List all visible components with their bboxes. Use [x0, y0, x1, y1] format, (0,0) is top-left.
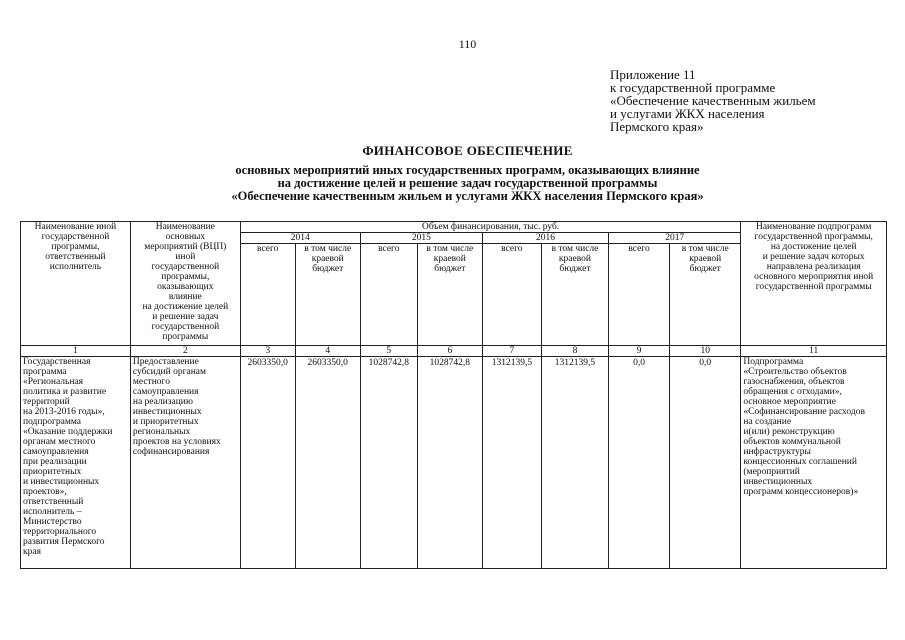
- subtitle-line: на достижение целей и решение задач государственной программы: [277, 176, 658, 190]
- value-cell-2017-total: 0,0: [609, 357, 670, 569]
- appendix-note: [610, 68, 816, 133]
- text-line: в том числе: [551, 244, 599, 254]
- column-number: 9: [609, 346, 670, 357]
- text-line: государственной: [151, 322, 220, 332]
- text-line: на реализацию: [132, 397, 193, 407]
- value-cell-2015-total: 1028742,8: [360, 357, 417, 569]
- financing-table: [20, 221, 887, 569]
- year-header-2015: 2015: [360, 233, 482, 244]
- text-line: в том числе: [304, 244, 352, 254]
- text-line: самоуправления: [23, 447, 89, 457]
- text-line: Предоставление: [132, 357, 199, 367]
- text-line: государственной программы,: [754, 232, 873, 242]
- activity-cell: [130, 357, 240, 569]
- text-line: территориального: [23, 527, 97, 537]
- column-number: 10: [670, 346, 741, 357]
- total-header: всего: [240, 244, 295, 346]
- value-cell-2016-total: 1312139,5: [482, 357, 541, 569]
- text-line: территорий: [23, 397, 70, 407]
- column-number: 2: [130, 346, 240, 357]
- text-line: в том числе: [426, 244, 474, 254]
- document-subtitle: [0, 164, 905, 203]
- text-line: программы,: [161, 272, 210, 282]
- text-line: органам местного: [23, 437, 96, 447]
- column-number: 1: [21, 346, 131, 357]
- text-line: программа: [23, 367, 67, 377]
- text-line: и инвестиционных: [23, 477, 100, 487]
- text-line: «Региональная: [23, 377, 83, 387]
- text-line: программы: [162, 332, 209, 342]
- text-line: Наименование: [155, 222, 215, 232]
- text-line: газоснабжения, объектов: [743, 377, 845, 387]
- text-line: в том числе: [681, 244, 729, 254]
- year-header-2016: 2016: [482, 233, 608, 244]
- text-line: концессионных соглашений: [743, 457, 857, 467]
- text-line: политика и развитие: [23, 387, 107, 397]
- text-line: основных: [165, 232, 206, 242]
- value-cell-2015-regional: 1028742,8: [417, 357, 482, 569]
- text-line: (мероприятий: [743, 467, 800, 477]
- column-number: 4: [295, 346, 360, 357]
- text-line: ответственный: [45, 252, 106, 262]
- value-cell-2017-regional: 0,0: [670, 357, 741, 569]
- text-line: ответственный: [23, 497, 84, 507]
- text-line: обращения с отходами»,: [743, 387, 842, 397]
- text-line: бюджет: [559, 264, 591, 274]
- text-line: на достижение целей: [770, 242, 857, 252]
- text-line: исполнитель: [49, 262, 102, 272]
- text-line: программ концессионеров)»: [743, 487, 859, 497]
- column-number: 7: [482, 346, 541, 357]
- text-line: Наименование иной: [34, 222, 117, 232]
- col2-header: [130, 222, 240, 346]
- text-line: субсидий органам: [132, 367, 207, 377]
- text-line: на достижение целей: [142, 302, 229, 312]
- text-line: краевой: [433, 254, 466, 264]
- text-line: Министерство: [23, 517, 82, 527]
- value-cell-2016-regional: 1312139,5: [541, 357, 608, 569]
- text-line: и решение задач: [152, 312, 219, 322]
- text-line: самоуправления: [132, 387, 199, 397]
- regional-header: [417, 244, 482, 346]
- program-cell: [21, 357, 131, 569]
- text-line: «Строительство объектов: [743, 367, 847, 377]
- appendix-line: Пермского края»: [610, 119, 704, 134]
- text-line: приоритетных: [23, 467, 82, 477]
- page-number: 110: [458, 37, 477, 51]
- text-line: государственной: [41, 232, 110, 242]
- text-line: проектов»,: [23, 487, 67, 497]
- table-row: [21, 357, 887, 569]
- regional-header: [670, 244, 741, 346]
- text-line: местного: [132, 377, 170, 387]
- text-line: края: [23, 547, 41, 557]
- year-header-2014: 2014: [240, 233, 360, 244]
- text-line: объектов коммунальной: [743, 437, 841, 447]
- text-line: иной: [175, 252, 196, 262]
- total-header: всего: [482, 244, 541, 346]
- subprogram-cell: [741, 357, 887, 569]
- regional-header: [295, 244, 360, 346]
- text-line: на 2013-2016 годы»,: [23, 407, 105, 417]
- appendix-line: и услугами ЖКХ населения: [610, 106, 765, 121]
- appendix-line: к государственной программе: [610, 80, 776, 95]
- column-number: 3: [240, 346, 295, 357]
- text-line: региональных: [132, 427, 191, 437]
- text-line: инвестиционных: [743, 477, 813, 487]
- column-number: 6: [417, 346, 482, 357]
- text-line: основного мероприятия иной: [754, 272, 874, 282]
- text-line: государственной: [151, 262, 220, 272]
- subtitle-line: основных мероприятий иных государственных программ, оказывающих влияние: [235, 163, 700, 177]
- text-line: подпрограмма: [23, 417, 82, 427]
- value-cell-2014-total: 2603350,0: [240, 357, 295, 569]
- regional-header: [541, 244, 608, 346]
- text-line: краевой: [558, 254, 591, 264]
- text-line: исполнитель –: [23, 507, 82, 517]
- subtitle-line: «Обеспечение качественным жильем и услугами ЖКХ населения Пермского края»: [231, 189, 704, 203]
- column-number: 11: [741, 346, 887, 357]
- text-line: Наименование подпрограмм: [755, 222, 872, 232]
- text-line: мероприятий (ВЦП): [144, 242, 227, 252]
- value-cell-2014-regional: 2603350,0: [295, 357, 360, 569]
- col11-header: [741, 222, 887, 346]
- text-line: при реализации: [23, 457, 87, 467]
- total-header: всего: [609, 244, 670, 346]
- col1-header: [21, 222, 131, 346]
- text-line: и(или) реконструкцию: [743, 427, 835, 437]
- year-header-2017: 2017: [609, 233, 741, 244]
- text-line: бюджет: [689, 264, 721, 274]
- text-line: краевой: [311, 254, 344, 264]
- text-line: Подпрограмма: [743, 357, 804, 367]
- appendix-line: «Обеспечение качественным жильем: [610, 93, 816, 108]
- text-line: краевой: [689, 254, 722, 264]
- text-line: Государственная: [23, 357, 91, 367]
- text-line: направлена реализация: [766, 262, 861, 272]
- text-line: развития Пермского: [23, 537, 105, 547]
- text-line: софинансирования: [132, 447, 210, 457]
- text-line: «Оказание поддержки: [23, 427, 113, 437]
- funding-header: Объем финансирования, тыс. руб.: [240, 222, 741, 233]
- text-line: бюджет: [312, 264, 344, 274]
- text-line: и решение задач которых: [762, 252, 865, 262]
- total-header: всего: [360, 244, 417, 346]
- text-line: оказывающих: [157, 282, 214, 292]
- appendix-line: Приложение 11: [610, 67, 696, 82]
- column-number: 5: [360, 346, 417, 357]
- text-line: основное мероприятие: [743, 397, 836, 407]
- text-line: на создание: [743, 417, 792, 427]
- text-line: проектов на условиях: [132, 437, 221, 447]
- text-line: бюджет: [434, 264, 466, 274]
- document-title: ФИНАНСОВОЕ ОБЕСПЕЧЕНИЕ: [362, 143, 573, 158]
- text-line: «Софинансирование расходов: [743, 407, 865, 417]
- text-line: инвестиционных: [132, 407, 202, 417]
- text-line: инфраструктуры: [743, 447, 811, 457]
- column-number-row: [21, 346, 887, 357]
- text-line: и приоритетных: [132, 417, 199, 427]
- column-number: 8: [541, 346, 608, 357]
- text-line: влияние: [168, 292, 202, 302]
- text-line: программы,: [51, 242, 100, 252]
- text-line: государственной программы: [755, 282, 872, 292]
